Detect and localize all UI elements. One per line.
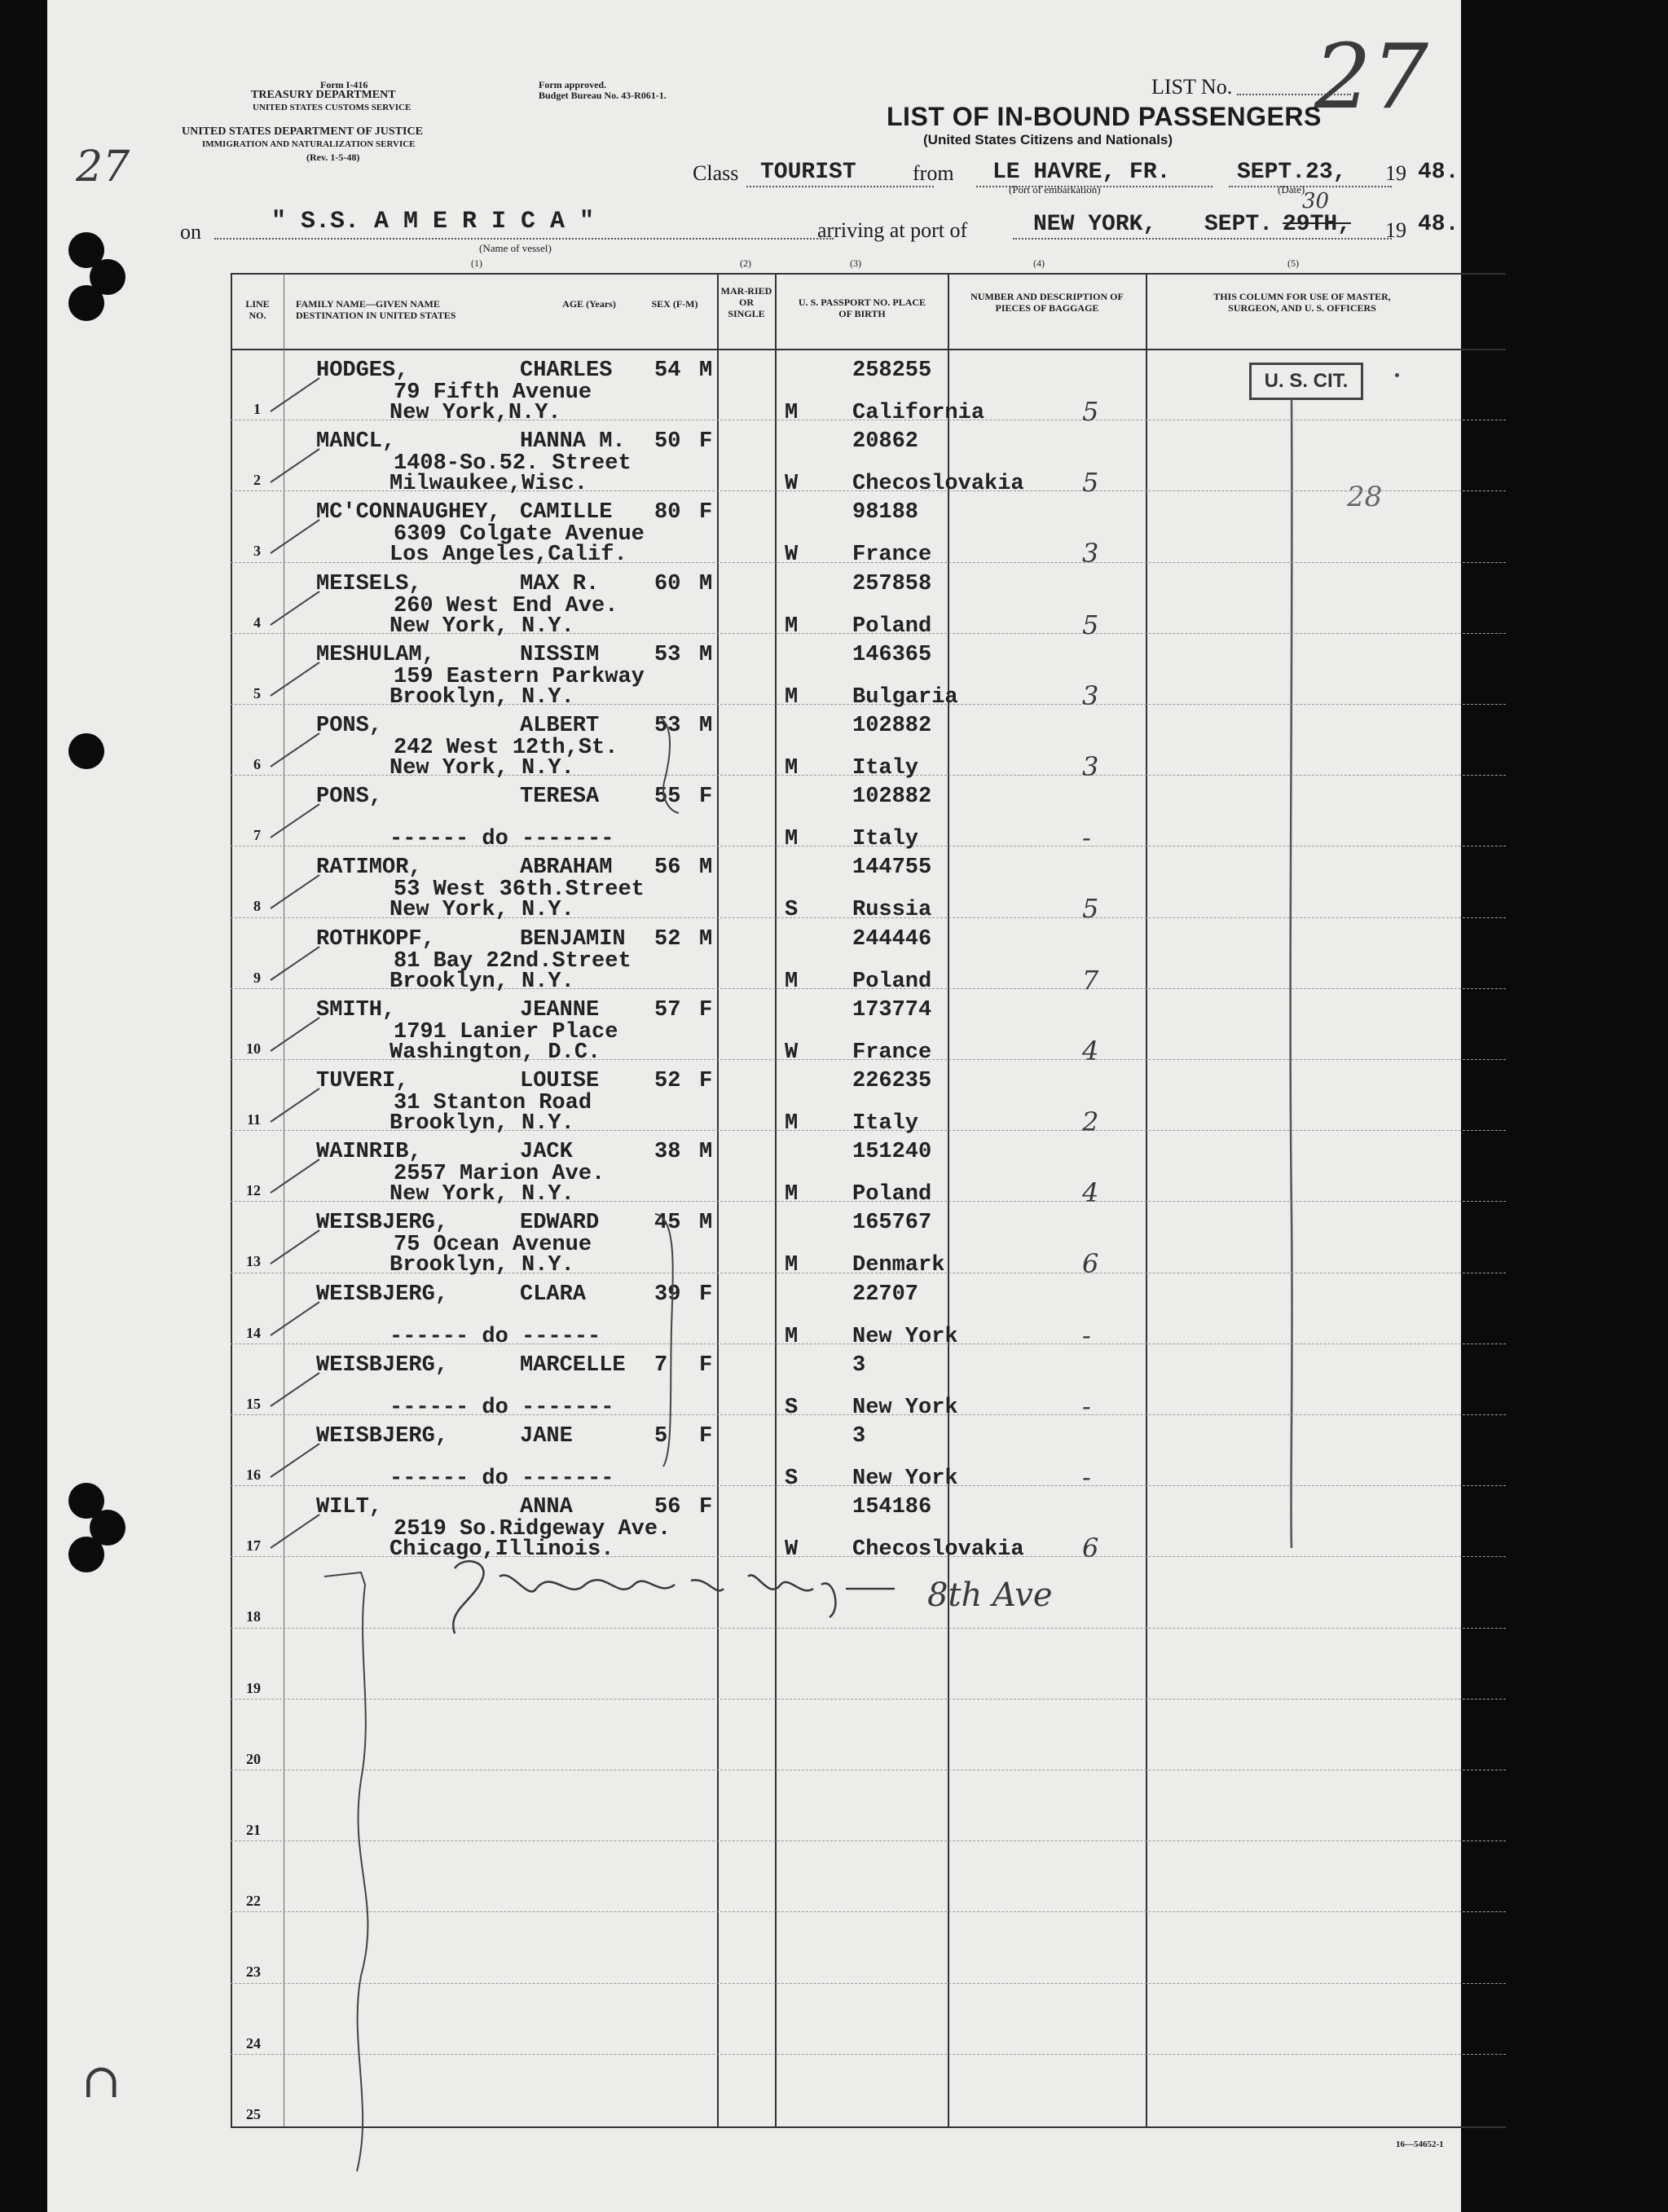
- port-embark-caption: (Port of embarkation): [1009, 183, 1101, 196]
- line-number: 4: [253, 613, 261, 631]
- address-line-2: Brooklyn, N.Y.: [389, 969, 574, 994]
- line-number: 12: [246, 1182, 261, 1199]
- officer-check-line: [1274, 399, 1306, 1556]
- passport-number: 154186: [852, 1495, 932, 1520]
- passport-number: 102882: [852, 714, 932, 738]
- table-header-border: [231, 349, 1506, 350]
- line-tick-mark: [269, 1299, 326, 1339]
- family-name: WEISBJERG,: [316, 1282, 449, 1307]
- sex: M: [699, 1140, 713, 1165]
- address-line-2: New York, N.Y.: [389, 756, 574, 781]
- place-of-birth: Bulgaria: [852, 684, 958, 710]
- marital-status: M: [785, 401, 799, 425]
- age: 5: [654, 1424, 668, 1449]
- date-caption: (Date): [1278, 183, 1305, 196]
- age: 50: [654, 429, 681, 455]
- marital-status: M: [785, 756, 799, 781]
- baggage-count: -: [1082, 1319, 1091, 1351]
- punch-hole: [68, 733, 104, 769]
- given-name: JEANNE: [520, 997, 600, 1022]
- family-name: HODGES,: [316, 358, 409, 383]
- sex: M: [699, 714, 713, 738]
- form-id: Form I-416: [320, 79, 368, 90]
- age: 80: [654, 500, 681, 526]
- col-divider-officers: [1146, 273, 1147, 2126]
- from-value: LE HAVRE, FR.: [992, 160, 1171, 185]
- sex: F: [699, 429, 713, 455]
- officer-note: 28: [1347, 481, 1383, 513]
- place-of-birth: Italy: [852, 756, 919, 781]
- baggage-count: 3: [1082, 679, 1099, 711]
- arrival-port: NEW YORK,: [1033, 212, 1157, 237]
- address-line-2: New York, N.Y.: [389, 613, 574, 639]
- list-no-label: LIST No.: [1151, 75, 1233, 99]
- address-line-2: ------ do -------: [389, 1395, 614, 1420]
- family-name: WEISBJERG,: [316, 1424, 449, 1449]
- age: 45: [654, 1211, 681, 1236]
- baggage-count: 6: [1082, 1248, 1099, 1280]
- marital-status: M: [785, 1111, 799, 1136]
- table-left-border: [231, 273, 232, 2126]
- address-line-2: Brooklyn, N.Y.: [389, 1111, 574, 1136]
- line-number: 1: [253, 401, 261, 417]
- line-number: 24: [246, 2034, 261, 2051]
- family-name: MESHULAM,: [316, 642, 435, 667]
- given-name: ABRAHAM: [520, 855, 613, 881]
- arriving-label: arriving at port of: [817, 218, 968, 242]
- line-tick-mark: [269, 1511, 326, 1552]
- passport-number: 151240: [852, 1140, 932, 1165]
- address-line-1: 260 West End Ave.: [394, 593, 618, 618]
- baggage-count: 3: [1082, 538, 1099, 569]
- sex: F: [699, 1424, 713, 1449]
- marital-status: M: [785, 969, 799, 994]
- sex: M: [699, 642, 713, 667]
- baggage-count: -: [1082, 1462, 1091, 1493]
- line-number: 20: [246, 1750, 261, 1767]
- line-number: 19: [246, 1679, 261, 1696]
- given-name: ALBERT: [520, 714, 600, 738]
- sex: F: [699, 1282, 713, 1307]
- col-num-2: (2): [740, 257, 751, 269]
- passport-number: 22707: [852, 1282, 919, 1307]
- marital-status: W: [785, 1537, 799, 1563]
- dept-treasury: TREASURY DEPARTMENT: [251, 89, 396, 101]
- dept-immigration: IMMIGRATION AND NATURALIZATION SERVICE: [202, 139, 416, 149]
- place-of-birth: California: [852, 401, 985, 425]
- family-name: WAINRIB,: [316, 1140, 422, 1165]
- year-prefix: 19: [1385, 161, 1406, 185]
- line-tick-mark: [269, 1440, 326, 1481]
- age: 54: [654, 358, 681, 383]
- baggage-count: 5: [1082, 467, 1099, 499]
- sex: M: [699, 571, 713, 596]
- page-title: LIST OF IN-BOUND PASSENGERS: [887, 102, 1322, 131]
- vessel-caption: (Name of vessel): [479, 242, 552, 254]
- line-number: 5: [253, 684, 261, 701]
- age: 52: [654, 1069, 681, 1093]
- address-line-1: 31 Stanton Road: [394, 1091, 592, 1115]
- passport-number: 244446: [852, 926, 932, 952]
- form-approved: Form approved.: [539, 79, 607, 90]
- family-name: MEISELS,: [316, 571, 422, 596]
- marital-status: M: [785, 1253, 799, 1278]
- marital-status: W: [785, 543, 799, 568]
- address-line-1: 6309 Colgate Avenue: [394, 522, 645, 548]
- marital-status: M: [785, 827, 799, 852]
- line-number: 17: [246, 1537, 261, 1555]
- address-line-1: 159 Eastern Parkway: [394, 664, 645, 689]
- sex: F: [699, 997, 713, 1022]
- arrival-year: 48.: [1418, 212, 1459, 237]
- baggage-count: 5: [1082, 396, 1099, 427]
- manifest-sheet: [47, 0, 1461, 2212]
- on-label: on: [180, 220, 201, 244]
- marital-status: S: [785, 1395, 799, 1420]
- age: 56: [654, 855, 681, 881]
- margin-note: 27: [76, 143, 130, 191]
- line-number: 10: [246, 1040, 261, 1057]
- family-name: MC'CONNAUGHEY,: [316, 500, 501, 526]
- place-of-birth: New York: [852, 1395, 958, 1420]
- age: 38: [654, 1140, 681, 1165]
- budget-bureau: Budget Bureau No. 43-R061-1.: [539, 90, 667, 101]
- us-citizen-stamp: U. S. CIT.: [1249, 363, 1363, 400]
- place-of-birth: Denmark: [852, 1253, 945, 1278]
- address-line-1: 53 West 36th.Street: [394, 877, 645, 903]
- line-number: 21: [246, 1822, 261, 1838]
- age: 60: [654, 571, 681, 596]
- sex: M: [699, 855, 713, 881]
- passport-number: 20862: [852, 429, 919, 455]
- line-number: 25: [246, 2105, 261, 2122]
- page-subtitle: (United States Citizens and Nationals): [923, 132, 1173, 147]
- passport-number: 165767: [852, 1211, 932, 1236]
- sex: M: [699, 926, 713, 952]
- line-tick-mark: [269, 730, 326, 771]
- address-line-2: Brooklyn, N.Y.: [389, 1253, 574, 1278]
- place-of-birth: Italy: [852, 1111, 919, 1136]
- age: 39: [654, 1282, 681, 1307]
- given-name: NISSIM: [520, 642, 600, 667]
- punch-hole: [68, 285, 104, 321]
- address-line-1: 2519 So.Ridgeway Ave.: [394, 1517, 671, 1542]
- family-name: PONS,: [316, 785, 383, 810]
- address-line-2: Los Angeles,Calif.: [389, 543, 627, 568]
- family-name: WEISBJERG,: [316, 1352, 449, 1378]
- from-label: from: [913, 161, 954, 185]
- line-tick-mark: [269, 659, 326, 700]
- col-head-line: LINE NO.: [245, 298, 270, 321]
- col-num-3: (3): [850, 257, 861, 269]
- family-name: SMITH,: [316, 997, 396, 1022]
- line-tick-mark: [269, 872, 326, 913]
- list-no-underline: [1237, 94, 1351, 95]
- line-number: 3: [253, 543, 261, 560]
- baggage-count: 3: [1082, 751, 1099, 782]
- arrival-month: SEPT.: [1204, 212, 1274, 237]
- line-number: 8: [253, 898, 261, 915]
- address-line-1: 81 Bay 22nd.Street: [394, 948, 632, 974]
- col-head-sex: SEX (F-M): [651, 298, 698, 310]
- sex: F: [699, 1495, 713, 1520]
- address-line-2: New York, N.Y.: [389, 1182, 574, 1207]
- family-name: WILT,: [316, 1495, 383, 1520]
- line-tick-mark: [269, 446, 326, 486]
- date-value: SEPT.23,: [1237, 160, 1347, 185]
- marital-status: M: [785, 1182, 799, 1207]
- address-line-1: 242 West 12th,St.: [394, 736, 618, 760]
- address-line-2: ------ do ------: [389, 1324, 601, 1349]
- arrival-year-prefix: 19: [1385, 218, 1406, 242]
- list-no: 27: [1314, 24, 1428, 129]
- line-number: 13: [246, 1253, 261, 1270]
- passport-number: 257858: [852, 571, 932, 596]
- family-name: ROTHKOPF,: [316, 926, 435, 952]
- baggage-count: -: [1082, 822, 1091, 854]
- address-line-2: Milwaukee,Wisc.: [389, 472, 588, 497]
- line-number: 2: [253, 472, 261, 489]
- line-tick-mark: [269, 375, 326, 416]
- col-num-5: (5): [1287, 257, 1299, 269]
- class-underline: [746, 186, 934, 187]
- signature-scrawl: [324, 1552, 1107, 2179]
- place-of-birth: Poland: [852, 969, 932, 994]
- passport-number: 144755: [852, 855, 932, 881]
- class-label: Class: [693, 161, 739, 185]
- baggage-count: -: [1082, 1390, 1091, 1422]
- age: 53: [654, 714, 681, 738]
- address-line-1: 79 Fifth Avenue: [394, 380, 592, 405]
- place-of-birth: Poland: [852, 1182, 932, 1207]
- age: 55: [654, 785, 681, 810]
- marital-status: S: [785, 898, 799, 923]
- line-number: 15: [246, 1395, 261, 1412]
- sex: F: [699, 500, 713, 526]
- given-name: CHARLES: [520, 358, 613, 383]
- col-head-officers: THIS COLUMN FOR USE OF MASTER, SURGEON, AND U. S. OFFICERS: [1213, 291, 1391, 314]
- baggage-count: 4: [1082, 1177, 1099, 1209]
- sex: F: [699, 1069, 713, 1093]
- footer-code: 16—54652-1: [1396, 2139, 1444, 2149]
- line-tick-mark: [269, 588, 326, 629]
- table-top-border: [231, 273, 1506, 275]
- given-name: BENJAMIN: [520, 926, 626, 952]
- address-line-1: 2557 Marion Ave.: [394, 1162, 605, 1187]
- line-number: 18: [246, 1608, 261, 1625]
- date-underline: [1229, 186, 1392, 187]
- address-line-1: 75 Ocean Avenue: [394, 1233, 592, 1258]
- dept-customs: UNITED STATES CUSTOMS SERVICE: [253, 103, 411, 112]
- signature-note: 8th Ave: [927, 1577, 1053, 1614]
- line-tick-mark: [269, 1156, 326, 1197]
- line-number: 16: [246, 1467, 261, 1483]
- marital-status: W: [785, 472, 799, 497]
- family-name: TUVERI,: [316, 1069, 409, 1093]
- passport-number: 102882: [852, 785, 932, 810]
- passport-number: 226235: [852, 1069, 932, 1093]
- passport-number: 258255: [852, 358, 932, 383]
- family-name: WEISBJERG,: [316, 1211, 449, 1236]
- given-name: JANE: [520, 1424, 573, 1449]
- family-name: MANCL,: [316, 429, 396, 455]
- sex: M: [699, 358, 713, 383]
- baggage-count: 2: [1082, 1106, 1099, 1137]
- address-line-2: Washington, D.C.: [389, 1040, 601, 1065]
- officer-dot: [1395, 373, 1399, 377]
- line-tick-mark: [269, 1370, 326, 1410]
- address-line-2: New York,N.Y.: [389, 401, 561, 425]
- baggage-count: 4: [1082, 1035, 1099, 1066]
- place-of-birth: Checoslovakia: [852, 1537, 1024, 1563]
- marital-status: W: [785, 1040, 799, 1065]
- place-of-birth: Russia: [852, 898, 932, 923]
- passport-number: 146365: [852, 642, 932, 667]
- given-name: CAMILLE: [520, 500, 613, 526]
- arrival-underline: [1013, 238, 1392, 240]
- baggage-count: 5: [1082, 893, 1099, 925]
- line-number: 11: [246, 1111, 261, 1128]
- given-name: MAX R.: [520, 571, 600, 596]
- line-tick-mark: [269, 943, 326, 984]
- place-of-birth: New York: [852, 1467, 958, 1491]
- given-name: MARCELLE: [520, 1352, 626, 1378]
- line-number: 23: [246, 1964, 261, 1981]
- passport-number: 3: [852, 1352, 866, 1378]
- family-name: RATIMOR,: [316, 855, 422, 881]
- age: 57: [654, 997, 681, 1022]
- family-bracket-weisbjerg: [649, 1206, 698, 1483]
- sex: F: [699, 785, 713, 810]
- marital-status: M: [785, 1324, 799, 1349]
- given-name: ANNA: [520, 1495, 573, 1520]
- line-number: 22: [246, 1893, 261, 1910]
- passport-number: 173774: [852, 997, 932, 1022]
- address-line-2: ------ do -------: [389, 1467, 614, 1491]
- place-of-birth: Checoslovakia: [852, 472, 1024, 497]
- passport-number: 98188: [852, 500, 919, 526]
- baggage-count: 5: [1082, 609, 1099, 640]
- address-line-2: Chicago,Illinois.: [389, 1537, 614, 1563]
- vessel-underline: [214, 238, 834, 240]
- revision: (Rev. 1-5-48): [306, 152, 360, 163]
- given-name: HANNA M.: [520, 429, 626, 455]
- line-tick-mark: [269, 1014, 326, 1055]
- margin-mark: ∩: [81, 2053, 121, 2109]
- place-of-birth: Italy: [852, 827, 919, 852]
- marital-status: S: [785, 1467, 799, 1491]
- family-name: PONS,: [316, 714, 383, 738]
- given-name: EDWARD: [520, 1211, 600, 1236]
- year-value: 48.: [1418, 160, 1459, 185]
- marital-status: M: [785, 613, 799, 639]
- place-of-birth: France: [852, 1040, 932, 1065]
- age: 56: [654, 1495, 681, 1520]
- dept-justice: UNITED STATES DEPARTMENT OF JUSTICE: [182, 125, 423, 138]
- given-name: JACK: [520, 1140, 573, 1165]
- address-line-2: Brooklyn, N.Y.: [389, 684, 574, 710]
- age: 7: [654, 1352, 668, 1378]
- class-value: TOURIST: [760, 160, 856, 185]
- line-tick-mark: [269, 1085, 326, 1126]
- arrival-day-struck: 29TH,: [1283, 212, 1352, 237]
- line-number: 14: [246, 1324, 261, 1341]
- place-of-birth: Poland: [852, 613, 932, 639]
- address-line-2: New York, N.Y.: [389, 898, 574, 923]
- given-name: TERESA: [520, 785, 600, 810]
- age: 53: [654, 642, 681, 667]
- given-name: CLARA: [520, 1282, 587, 1307]
- arrival-day-corrected: 30: [1302, 189, 1330, 213]
- line-tick-mark: [269, 1227, 326, 1268]
- col-head-baggage: NUMBER AND DESCRIPTION OF PIECES OF BAGGAGE: [970, 291, 1124, 314]
- col-head-name: FAMILY NAME—GIVEN NAME DESTINATION IN UNITED STATES: [296, 298, 456, 321]
- passport-number: 3: [852, 1424, 866, 1449]
- col-head-passport: U. S. PASSPORT NO. PLACE OF BIRTH: [798, 297, 926, 319]
- line-number: 7: [253, 827, 261, 844]
- address-line-1: 1791 Lanier Place: [394, 1019, 618, 1044]
- col-num-4: (4): [1033, 257, 1045, 269]
- line-tick-mark: [269, 801, 326, 842]
- place-of-birth: New York: [852, 1324, 958, 1349]
- col-head-age: AGE (Years): [562, 298, 616, 310]
- line-number: 6: [253, 756, 261, 772]
- vessel-name: " S.S. A M E R I C A ": [271, 208, 595, 235]
- address-line-2: ------ do -------: [389, 827, 614, 852]
- sex: F: [699, 1352, 713, 1378]
- baggage-count: 7: [1082, 964, 1099, 996]
- place-of-birth: France: [852, 543, 932, 568]
- sex: M: [699, 1211, 713, 1236]
- baggage-count: 6: [1082, 1533, 1099, 1564]
- address-line-1: 1408-So.52. Street: [394, 451, 632, 477]
- family-bracket-pons: [646, 709, 695, 823]
- marital-status: M: [785, 684, 799, 710]
- punch-hole: [68, 1537, 104, 1572]
- line-number: 9: [253, 969, 261, 986]
- col-head-married: MAR-RIED OR SINGLE: [720, 285, 772, 319]
- line-tick-mark: [269, 517, 326, 557]
- col-num-1: (1): [471, 257, 482, 269]
- given-name: LOUISE: [520, 1069, 600, 1093]
- age: 52: [654, 926, 681, 952]
